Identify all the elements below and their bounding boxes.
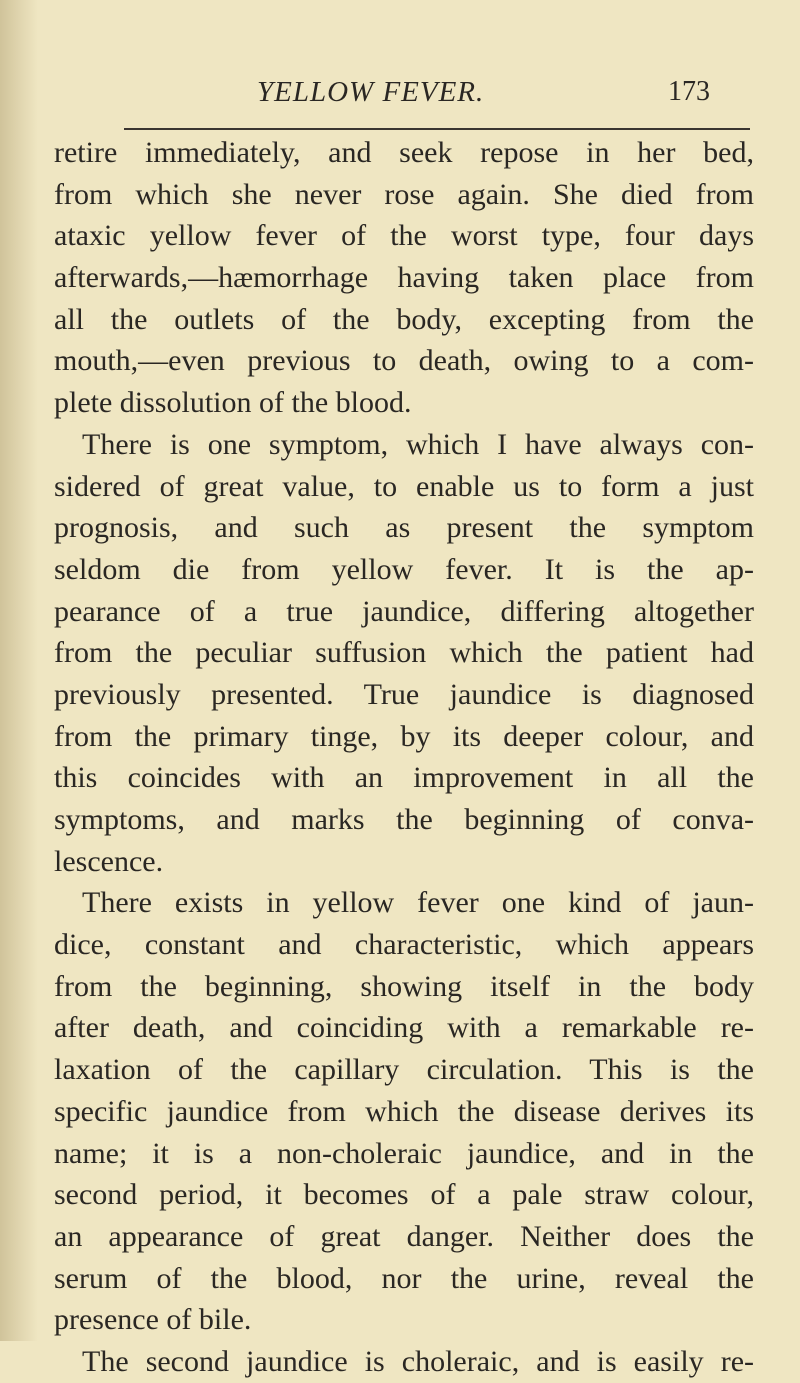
text-line: sidered of great value, to enable us to form a just: [54, 469, 754, 503]
text-line: pearance of a true jaundice, differing altogether: [54, 594, 754, 628]
header-rule: [124, 128, 750, 130]
text-line: afterwards,—hæmorrhage having taken place from: [54, 261, 754, 295]
text-line: dice, constant and characteristic, which appears: [54, 928, 754, 962]
text-line: prognosis, and such as present the symptom: [54, 511, 754, 545]
page-gutter-shadow: [0, 0, 38, 1341]
text-line: this coincides with an improvement in all the: [54, 761, 754, 795]
text-line: presence of bile.: [54, 1303, 252, 1337]
text-line: plete dissolution of the blood.: [54, 386, 412, 420]
page-number: 173: [668, 76, 710, 107]
text-line: laxation of the capillary circulation. This is the: [54, 1053, 754, 1087]
text-line: previously presented. True jaundice is diagnosed: [54, 677, 754, 711]
text-line: from the beginning, showing itself in the body: [54, 969, 754, 1003]
text-line: all the outlets of the body, excepting from the: [54, 302, 754, 336]
text-line: serum of the blood, nor the urine, reveal the: [54, 1261, 754, 1295]
text-line: name; it is a non-choleraic jaundice, and in the: [54, 1136, 754, 1170]
text-line: seldom die from yellow fever. It is the ap-: [54, 552, 754, 586]
body-text: [54, 132, 754, 1383]
text-line: symptoms, and marks the beginning of conva-: [54, 803, 754, 836]
text-line: an appearance of great danger. Neither does the: [54, 1219, 754, 1253]
text-line: from the primary tinge, by its deeper colour, and: [54, 719, 754, 753]
running-head-title: YELLOW FEVER.: [257, 76, 485, 108]
text-line: from the peculiar suffusion which the patient had: [54, 636, 754, 670]
text-line: retire immediately, and seek repose in her bed,: [54, 136, 754, 169]
text-line: There is one symptom, which I have always con-: [82, 427, 754, 461]
text-line: The second jaundice is choleraic, and is easily re-: [82, 1344, 754, 1378]
text-line: mouth,—even previous to death, owing to a com-: [54, 344, 754, 378]
text-line: after death, and coinciding with a remarkable re-: [54, 1011, 754, 1045]
running-head: [62, 64, 752, 108]
text-line: lescence.: [54, 844, 164, 878]
text-line: second period, it becomes of a pale straw colour,: [54, 1178, 754, 1212]
text-line: specific jaundice from which the disease derives its: [54, 1094, 754, 1128]
text-line: ataxic yellow fever of the worst type, four days: [54, 219, 754, 253]
text-line: There exists in yellow fever one kind of jaun-: [82, 886, 754, 920]
text-line: from which she never rose again. She died from: [54, 177, 754, 211]
